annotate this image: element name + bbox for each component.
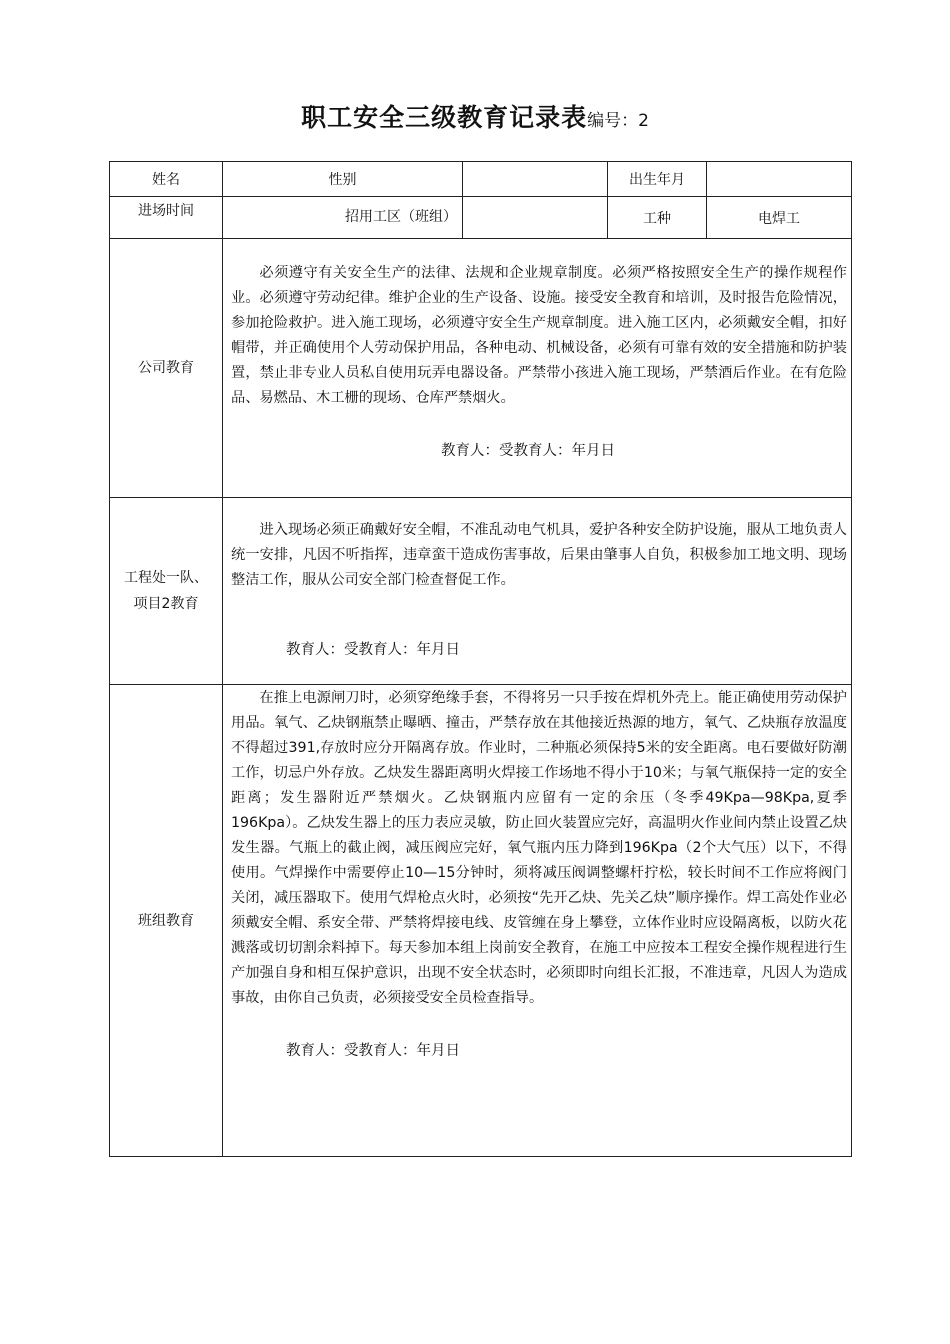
project-education-sign: 教育人：受教育人：年月日 [286, 642, 460, 658]
gender-value [463, 162, 608, 197]
project-education-label [110, 498, 223, 685]
document-title [0, 98, 950, 134]
education-record-table [109, 161, 852, 1157]
team-education-content [223, 685, 852, 1157]
section-label: 招用工区（班组） [223, 197, 463, 239]
entry-label: 进场时间 [110, 197, 223, 239]
birth-label: 出生年月 [608, 162, 707, 197]
page-title: 职工安全三级教育记录表 [301, 103, 588, 132]
team-education-row [110, 685, 852, 1157]
company-education-label: 公司教育 [110, 239, 223, 498]
team-education-label: 班组教育 [110, 685, 223, 1157]
project-education-text: 进入现场必须正确戴好安全帽，不准乱动电气机具，爱护各种安全防护设施，服从工地负责人统一安排，凡因不听指挥，违章蛮干造成伤害事故，后果由肇事人自负，积极参加工地文明、现场整洁工作，服从公司安全部门检查督促工作。 [231, 522, 847, 588]
company-education-content [223, 239, 852, 498]
company-education-row [110, 239, 852, 498]
info-row-1 [110, 162, 852, 197]
gender-label: 性别 [223, 162, 463, 197]
trade-label: 工种 [608, 197, 707, 239]
trade-value: 电焊工 [707, 197, 852, 239]
company-education-sign: 教育人：受教育人：年月日 [441, 443, 615, 459]
project-education-content [223, 498, 852, 685]
company-education-text: 必须遵守有关安全生产的法律、法规和企业规章制度。必须严格按照安全生产的操作规程作业。必须遵守劳动纪律。维护企业的生产设备、设施。接受安全教育和培训，及时报告危险情况，参加抢险救护。进入施工现场，必须遵守安全生产规章制度。进入施工区内，必须戴安全帽，扣好帽带，并正确使用个人劳动保护用品，各种电动、机械设备，必须有可靠有效的安全措施和防护装置，禁止非专业人员私自使用玩弄电器设备。严禁带小孩进入施工现场，严禁酒后作业。在有危险品、易燃品、木工栅的现场、仓库严禁烟火。 [231, 265, 847, 406]
team-education-sign: 教育人：受教育人：年月日 [286, 1043, 460, 1059]
team-education-text: 在推上电源闸刀时，必须穿绝缘手套，不得将另一只手按在焊机外壳上。能正确使用劳动保护用品。氧气、乙炔钢瓶禁止曝晒、撞击，严禁存放在其他接近热源的地方，氧气、乙炔瓶存放温度不得超过391,存放时应分开隔离存放。作业时，二种瓶必须保持5米的安全距离。电石要做好防潮工作，切忌户外存放。乙炔发生器距离明火焊接工作场地不得小于10米；与氧气瓶保持一定的安全距离；发生器附近严禁烟火。乙炔钢瓶内应留有一定的余压（冬季49Kpa—98Kpa,夏季196Kpa）。乙炔发生器上的压力表应灵敏，防止回火装置应完好，高温明火作业间内禁止设置乙炔发生器。气瓶上的截止阀，减压阀应完好，氧气瓶内压力降到196Kpa（2个大气压）以下，不得使用。气焊操作中需要停止10—15分钟时，须将减压阀调整螺杆拧松，较长时间不工作应将阀门关闭，减压器取下。使用气焊枪点火时，必须按“先开乙炔、先关乙炔”顺序操作。焊工高处作业必须戴安全帽、系安全带、严禁将焊接电线、皮管缠在身上攀登，立体作业时应设隔离板，以防火花溅落或切切割余料掉下。每天参加本组上岗前安全教育，在施工中应按本工程安全操作规程进行生产加强自身和相互保护意识，出现不安全状态时，必须即时向组长汇报，不准违章，凡因人为造成事故，由你自己负责，必须接受安全员检查指导。 [231, 690, 847, 1006]
project-education-row [110, 498, 852, 685]
birth-value [707, 162, 852, 197]
section-value [463, 197, 608, 239]
info-row-2 [110, 197, 852, 239]
record-number: 编号：2 [587, 111, 649, 131]
project-education-label-line2: 项目2教育 [133, 596, 199, 612]
project-education-label-line1: 工程处一队、 [124, 570, 208, 586]
name-label: 姓名 [110, 162, 223, 197]
